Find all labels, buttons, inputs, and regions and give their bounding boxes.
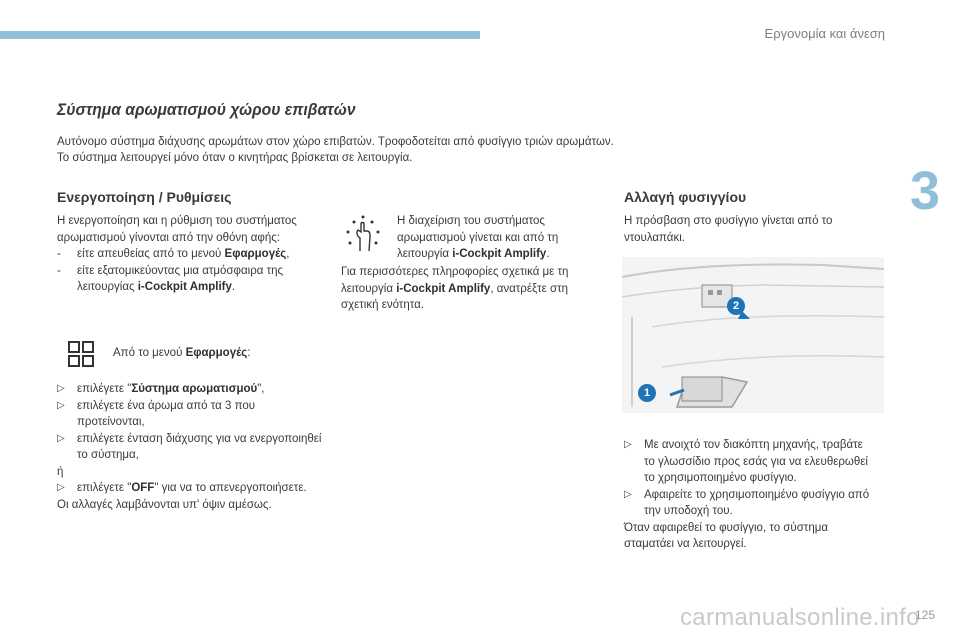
apps-grid-icon <box>68 341 94 367</box>
list-item: - είτε εξατομικεύοντας μια ατμόσφαιρα της λειτουργίας i-Cockpit Amplify. <box>57 264 284 293</box>
glovebox-drawing <box>622 257 884 413</box>
list-item: ▷ επιλέγετε "Σύστημα αρωματισμού", <box>57 381 322 398</box>
cartridge-heading: Αλλαγή φυσιγγίου <box>624 189 747 205</box>
section-title: Εργονομία και άνεση <box>764 26 885 41</box>
list-item: - είτε απευθείας από το μενού Εφαρμογές, <box>57 248 290 260</box>
list-item: ▷ επιλέγετε "OFF" για να το απενεργοποιήσετε. <box>57 480 322 497</box>
list-item: ▷ Αφαιρείτε το χρησιμοποιημένο φυσίγγιο από την υποδοχή του. <box>624 487 874 520</box>
page-title: Σύστημα αρωματισμού χώρου επιβατών <box>57 100 356 119</box>
cartridge-steps-block <box>624 437 874 553</box>
apps-menu-line: Από το μενού Εφαρμογές: <box>113 347 251 359</box>
triangle-arrow-icon: ▷ <box>57 383 65 394</box>
list-item: ▷ επιλέγετε ένα άρωμα από τα 3 που προτείνονται, <box>57 398 322 431</box>
watermark: carmanualsonline.info <box>680 604 920 631</box>
hand-gesture-icon <box>343 213 383 253</box>
activation-lead: Η ενεργοποίηση και η ρύθμιση του συστήματος αρωματισμού γίνονται από την οθόνη αφής: <box>57 215 297 244</box>
list-item: ▷ επιλέγετε ένταση διάχυσης για να ενεργοποιηθεί το σύστημα, <box>57 431 322 464</box>
triangle-arrow-icon: ▷ <box>57 482 65 493</box>
activation-steps-block <box>57 381 322 513</box>
glovebox-illustration <box>622 257 884 413</box>
intro-text <box>57 134 617 166</box>
cartridge-closing: Όταν αφαιρεθεί το φυσίγγιο, το σύστημα σταματάει να λειτουργεί. <box>624 521 829 550</box>
or-text: ή <box>57 465 64 478</box>
callout-1: 1 <box>638 384 656 402</box>
activation-lead-block <box>57 213 322 296</box>
amplify-more-block: Για περισσότερες πληροφορίες σχετικά με τη λειτουργία i-Cockpit Amplify, ανατρέξτε στη σχετική ενότητα. <box>341 266 569 311</box>
triangle-arrow-icon: ▷ <box>624 439 632 450</box>
list-item: ▷ Με ανοιχτό τον διακόπτη μηχανής, τραβάτε το γλωσσίδιο προς εσάς για να ελευθερωθεί το χρησιμοποιημένο φυσίγγιο. <box>624 437 874 487</box>
intro-paragraph: Το σύστημα λειτουργεί μόνο όταν ο κινητήρας βρίσκεται σε λειτουργία. <box>57 152 413 164</box>
amplify-note-block: Η διαχείριση του συστήματος αρωματισμού γίνεται και από τη λειτουργία i-Cockpit Amplify. <box>397 215 559 260</box>
page-number: 125 <box>914 608 935 622</box>
triangle-arrow-icon: ▷ <box>57 432 65 444</box>
chapter-number: 3 <box>909 161 940 221</box>
intro-paragraph: Αυτόνομο σύστημα διάχυσης αρωμάτων στον χώρο επιβατών. Τροφοδοτείται από φυσίγγιο τριών αρωμάτων. <box>57 136 614 148</box>
triangle-arrow-icon: ▷ <box>624 488 632 500</box>
callout-2: 2 <box>727 297 745 315</box>
activation-heading: Ενεργοποίηση / Ρυθμίσεις <box>57 189 232 205</box>
activation-closing: Οι αλλαγές λαμβάνονται υπ' όψιν αμέσως. <box>57 498 272 511</box>
header-accent-bar <box>0 31 480 39</box>
triangle-arrow-icon: ▷ <box>57 399 65 411</box>
cartridge-lead: Η πρόσβαση στο φυσίγγιο γίνεται από το ντουλαπάκι. <box>624 215 833 244</box>
